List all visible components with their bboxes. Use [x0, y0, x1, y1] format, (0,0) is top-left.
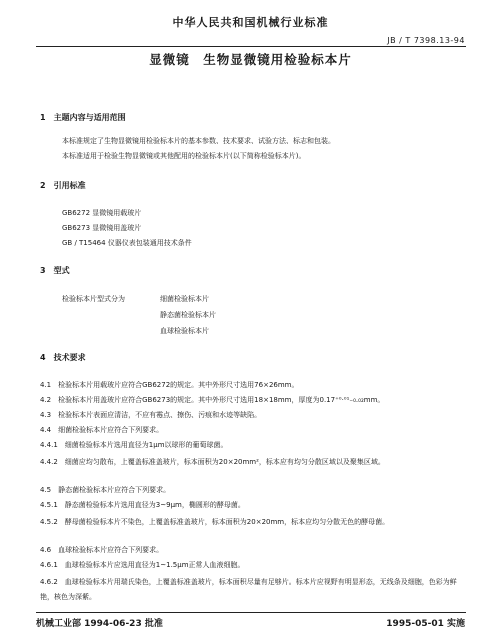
reference-item: GB6273 显微镜用盖玻片	[62, 224, 142, 232]
section-1-para-1: 本标准规定了生物显微镜用检验标本片的基本参数、技术要求、试验方法、标志和包装。	[62, 137, 335, 145]
requirement-item: 4.6 血球检验标本片应符合下列要求。	[40, 546, 164, 554]
section-1-heading: 1 主题内容与适用范围	[40, 113, 126, 122]
section-3-heading: 3 型式	[40, 266, 70, 275]
section-4-heading: 4 技术要求	[40, 353, 86, 362]
header-rule	[36, 46, 466, 47]
type-lead-text: 检验标本片型式分为	[62, 295, 125, 303]
section-1-para-2: 本标准适用于检验生物显微镜或其他配用的检验标本片(以下简称检验标本片)。	[62, 152, 306, 160]
requirement-item: 4.6.1 血球检验标本片应选用直径为1~1.5μm正常人血液细胞。	[40, 561, 245, 569]
requirement-item: 4.5 静态菌检验标本片应符合下列要求。	[40, 486, 171, 494]
requirement-item: 4.4.1 细菌检验标本片选用直径为1μm以球形的葡萄球菌。	[40, 441, 228, 449]
requirement-item: 4.4.2 细菌应均匀散布，上覆盖标准盖玻片，标本面积为20×20mm²，标本应有均匀分散区域以及聚集区域。	[40, 458, 385, 466]
effective-date: 1995-05-01 实施	[386, 619, 465, 629]
issuing-organization: 中华人民共和国机械行业标准	[172, 16, 329, 29]
type-item: 血球检验标本片	[160, 327, 209, 335]
reference-item: GB6272 显微镜用载玻片	[62, 209, 142, 217]
type-item: 细菌检验标本片	[160, 295, 209, 303]
requirement-item: 4.1 检验标本片用载玻片应符合GB6272的规定。其中外形尺寸选用76×26mm。	[40, 381, 299, 389]
requirement-item: 4.3 检验标本片表面应清洁，不应有霉点、擦伤、污痕和水迹等缺陷。	[40, 411, 262, 419]
reference-item: GB / T15464 仪器仪表包装通用技术条件	[62, 239, 192, 247]
type-item: 静态菌检验标本片	[160, 311, 216, 319]
approval-info: 机械工业部 1994-06-23 批准	[36, 619, 163, 629]
requirement-item: 4.5.1 静态菌检验标本片选用直径为3~9μm，椭圆形的酵母菌。	[40, 501, 245, 509]
section-2-heading: 2 引用标准	[40, 181, 86, 190]
footer-rule	[36, 612, 466, 613]
requirement-item: 4.2 检验标本片用盖玻片应符合GB6273的规定。其中外形尺寸选用18×18mm，厚度为0.17⁺⁰·⁰¹₋₀.₀₂mm。	[40, 396, 385, 404]
requirement-item: 4.4 细菌检验标本片应符合下列要求。	[40, 426, 164, 434]
requirement-item: 4.6.2 血球检验标本片用瑞氏染色，上覆盖标准盖玻片，标本面积尽量有足够片。标本片应视野有明显形态，无线条及细胞，色彩为鲜艳，核色为深紫。	[40, 578, 457, 601]
standard-number: JB / T 7398.13-94	[387, 36, 465, 45]
requirement-item: 4.5.2 酵母菌检验标本片不染色，上覆盖标准盖玻片，标本面积为20×20mm，标本应均匀分散无色的酵母菌。	[40, 518, 390, 526]
document-title: 显微镜 生物显微镜用检验标本片	[149, 52, 352, 67]
